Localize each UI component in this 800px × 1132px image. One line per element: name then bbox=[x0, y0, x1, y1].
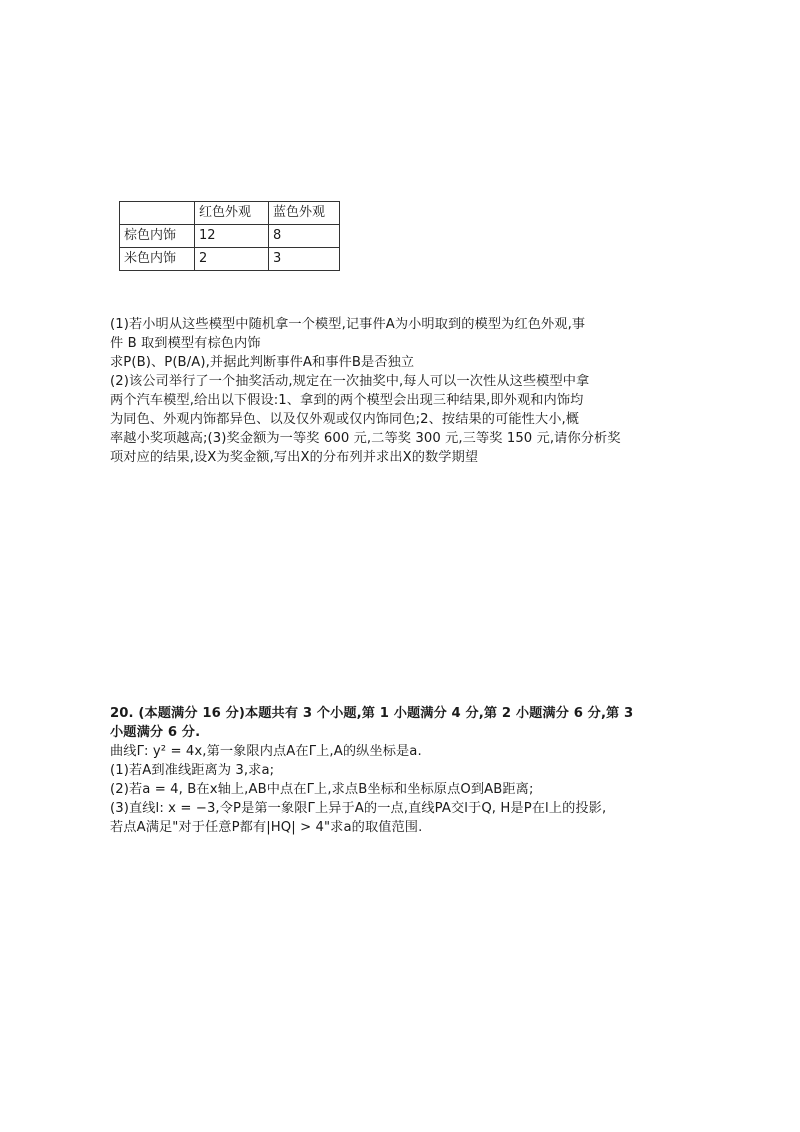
table-cell: 2 bbox=[195, 248, 269, 271]
table-header-blue-exterior: 蓝色外观 bbox=[269, 202, 340, 225]
row-label-brown-interior: 棕色内饰 bbox=[120, 225, 195, 248]
table-cell: 8 bbox=[269, 225, 340, 248]
question-1-line: 件 B 取到模型有棕色内饰 bbox=[110, 336, 261, 351]
problem-19-text bbox=[110, 315, 670, 467]
row-label-beige-interior: 米色内饰 bbox=[120, 248, 195, 271]
table-corner-cell bbox=[120, 202, 195, 225]
question-2-line: (2)若a = 4, B在x轴上,AB中点在Γ上,求点B坐标和坐标原点O到AB距离; bbox=[110, 782, 534, 797]
question-3-line: (3)直线l: x = −3,令P是第一象限Γ上异于A的一点,直线PA交l于Q, H是P在l上的投影, bbox=[110, 801, 607, 816]
table-header-red-exterior: 红色外观 bbox=[195, 202, 269, 225]
question-2-line: 两个汽车模型,给出以下假设:1、拿到的两个模型会出现三种结果,即外观和内饰均 bbox=[110, 393, 584, 408]
problem-20-header: 20. (本题满分 16 分)本题共有 3 个小题,第 1 小题满分 4 分,第 2 小题满分 6 分,第 3 bbox=[110, 706, 634, 721]
color-count-table bbox=[119, 201, 340, 271]
problem-20-text bbox=[110, 704, 670, 837]
question-2-line: (2)该公司举行了一个抽奖活动,规定在一次抽奖中,每人可以一次性从这些模型中拿 bbox=[110, 374, 590, 389]
question-1-line: (1)若小明从这些模型中随机拿一个模型,记事件A为小明取到的模型为红色外观,事 bbox=[110, 317, 586, 332]
question-1-line: 求P(B)、P(B/A),并据此判断事件A和事件B是否独立 bbox=[110, 355, 415, 370]
question-2-line: 项对应的结果,设X为奖金额,写出X的分布列并求出X的数学期望 bbox=[110, 450, 479, 465]
problem-20-header: 小题满分 6 分. bbox=[110, 725, 201, 740]
question-2-line: 为同色、外观内饰都异色、以及仅外观或仅内饰同色;2、按结果的可能性大小,概 bbox=[110, 412, 580, 427]
problem-20-intro: 曲线Γ: y² = 4x,第一象限内点A在Γ上,A的纵坐标是a. bbox=[110, 744, 422, 759]
table-row bbox=[120, 248, 340, 271]
question-2-line: 率越小奖项越高;(3)奖金额为一等奖 600 元,二等奖 300 元,三等奖 150 元,请你分析奖 bbox=[110, 431, 621, 446]
table-cell: 12 bbox=[195, 225, 269, 248]
table-header-row bbox=[120, 202, 340, 225]
question-3-line: 若点A满足"对于任意P都有|HQ| > 4"求a的取值范围. bbox=[110, 820, 423, 835]
table-cell: 3 bbox=[269, 248, 340, 271]
question-1-line: (1)若A到准线距离为 3,求a; bbox=[110, 763, 275, 778]
table-row bbox=[120, 225, 340, 248]
